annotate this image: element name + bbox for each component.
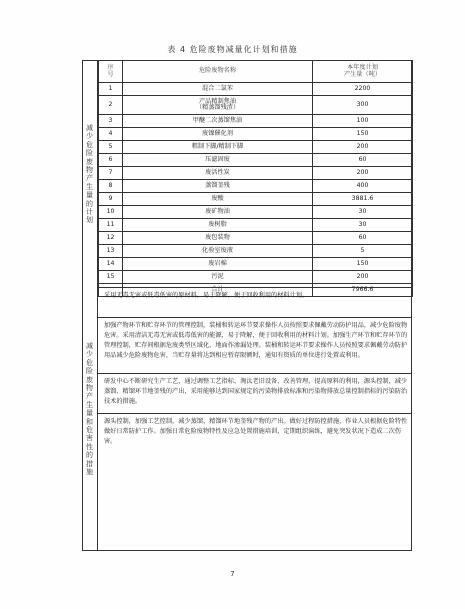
cell-amount: 30 [313, 206, 413, 219]
side-char: 量 [86, 191, 93, 200]
header-seq: 序 号 [99, 61, 123, 83]
table-row [99, 167, 413, 180]
table-row [99, 96, 413, 115]
cell-seq: 9 [99, 193, 123, 206]
side-label-measures [82, 287, 98, 551]
side-char: 产 [86, 174, 93, 183]
cell-name: 化验室废液 [123, 245, 313, 258]
total-label: 合计 [123, 284, 313, 297]
cell-amount: 200 [313, 141, 413, 154]
side-char: 的 [86, 451, 93, 460]
table-row [99, 180, 413, 193]
cell-seq: 7 [99, 167, 123, 180]
cell-amount: 150 [313, 128, 413, 141]
side-char: 减 [86, 124, 93, 132]
cell-amount: 2200 [313, 83, 413, 96]
table-row [99, 258, 413, 271]
side-char: 施 [86, 468, 93, 477]
table-row [99, 245, 413, 258]
side-char: 害 [86, 434, 93, 443]
side-char: 危 [86, 140, 93, 149]
cell-name: 蒸馏釜残 [123, 180, 313, 193]
side-char: 生 [86, 400, 93, 409]
table-row [99, 141, 413, 154]
cell-seq: 8 [99, 180, 123, 193]
cell-amount: 150 [313, 258, 413, 271]
table-row [99, 193, 413, 206]
side-label-plan [82, 60, 98, 287]
side-char: 废 [86, 157, 93, 166]
side-char: 少 [86, 350, 93, 359]
table-row [99, 219, 413, 232]
table-header-row [99, 61, 413, 83]
measure-3: 研发中心不断研究生产工艺，通过调整工艺指标、淘汰老旧设备、改善管理，提高原料的利用，源头控制，减少蒸馏、精馏环节地釜残的产出，采用能够达到国家规定的污染物排放标准和污染物排放总量控制指标的污染防治技术的措施。 [98, 373, 412, 413]
side-char: 废 [86, 375, 93, 384]
table-row [99, 206, 413, 219]
cell-name: 废包装物 [123, 232, 313, 245]
cell-name: 废岩棉 [123, 258, 313, 271]
table-row [99, 115, 413, 128]
table-row [99, 154, 413, 167]
cell-name: 产品精制焦油 （精蒸馏残渣） [123, 96, 313, 115]
cell-amount: 30 [313, 219, 413, 232]
cell-seq: 4 [99, 128, 123, 141]
cell-name: 废活性炭 [123, 167, 313, 180]
header-amount: 本年度计划 产生量（吨） [313, 61, 413, 83]
side-char: 和 [86, 417, 93, 426]
side-char: 性 [86, 442, 93, 451]
cell-amount: 400 [313, 180, 413, 193]
cell-amount: 200 [313, 167, 413, 180]
side-char: 产 [86, 392, 93, 401]
cell-seq: 14 [99, 258, 123, 271]
table-title: 表 4 危险废物减量化计划和措施 [167, 45, 298, 54]
side-char: 危 [86, 358, 93, 367]
cell-name: 混合二氯苯 [123, 83, 313, 96]
side-char: 险 [86, 149, 93, 158]
side-char: 生 [86, 182, 93, 191]
side-char: 量 [86, 409, 93, 418]
cell-name: 废酸 [123, 193, 313, 206]
side-char: 的 [86, 199, 93, 208]
cell-amount: 200 [313, 271, 413, 284]
cell-name: 粗制下脚/精制下脚 [123, 141, 313, 154]
waste-table [98, 60, 413, 297]
cell-amount: 60 [313, 232, 413, 245]
side-char: 物 [86, 166, 93, 175]
cell-name: 压滤固废 [123, 154, 313, 167]
side-char: 物 [86, 384, 93, 393]
cell-seq: 12 [99, 232, 123, 245]
cell-seq: 10 [99, 206, 123, 219]
table-row [99, 128, 413, 141]
cell-seq: 11 [99, 219, 123, 232]
cell-name: 甲醚二次蒸馏焦油 [123, 115, 313, 128]
measure-2: 加强产物环节和贮存环节的管理控制，装桶和转运环节要求操作人员按照要求佩戴劳动防护用品，减少危险废物危害。采用清洁无毒无害或低毒低害的能源，易于降解，便于回收利用的材料计划。加强生产环节和贮存环节的管理控制，贮存间根据危废类型区域化，地面作渗漏处理。装桶和转运环节要求操作人员按照要求佩戴劳动防护用品减少危险废物危害，当贮存量将达到相应暂存限额时，通知有资质的单位进行处置或利用。 [98, 317, 412, 373]
cell-amount: 5 [313, 245, 413, 258]
header-name: 危险废物名称 [123, 61, 313, 83]
table-row [99, 83, 413, 96]
cell-seq: 13 [99, 245, 123, 258]
table-row [99, 232, 413, 245]
measure-4: 源头控制，加强工艺控制，减少蒸馏、精馏环节地釜残产物的产出。做好过程防控措施，作业人员根据危险特性做好日常防护工作。加强日常危险废物特性及应急处置措施培训，定期组织演练，避免突发状况下造成二次伤害。 [98, 413, 412, 551]
table-row [99, 271, 413, 284]
page-number: 7 [230, 570, 235, 578]
cell-seq: 3 [99, 115, 123, 128]
measure-1: 采用无毒无害或低毒低害的原材料，易于降解，便于回收利用的材料计划。 [98, 287, 412, 317]
cell-name: 废镍催化剂 [123, 128, 313, 141]
side-char: 划 [86, 216, 93, 225]
total-amount: 7966.6 [313, 284, 413, 297]
cell-seq: 6 [99, 154, 123, 167]
cell-amount: 100 [313, 115, 413, 128]
side-char: 措 [86, 459, 93, 468]
side-char: 减 [86, 342, 93, 350]
side-char: 少 [86, 132, 93, 141]
cell-name: 污泥 [123, 271, 313, 284]
cell-seq: 1 [99, 83, 123, 96]
side-char: 计 [86, 208, 93, 217]
cell-seq: 15 [99, 271, 123, 284]
side-char: 险 [86, 367, 93, 376]
cell-seq: 5 [99, 141, 123, 154]
cell-amount: 3881.6 [313, 193, 413, 206]
cell-seq: 2 [99, 96, 123, 115]
cell-name: 废矿物油 [123, 206, 313, 219]
side-char: 危 [86, 426, 93, 435]
cell-amount: 60 [313, 154, 413, 167]
cell-name: 废树脂 [123, 219, 313, 232]
cell-amount: 300 [313, 96, 413, 115]
